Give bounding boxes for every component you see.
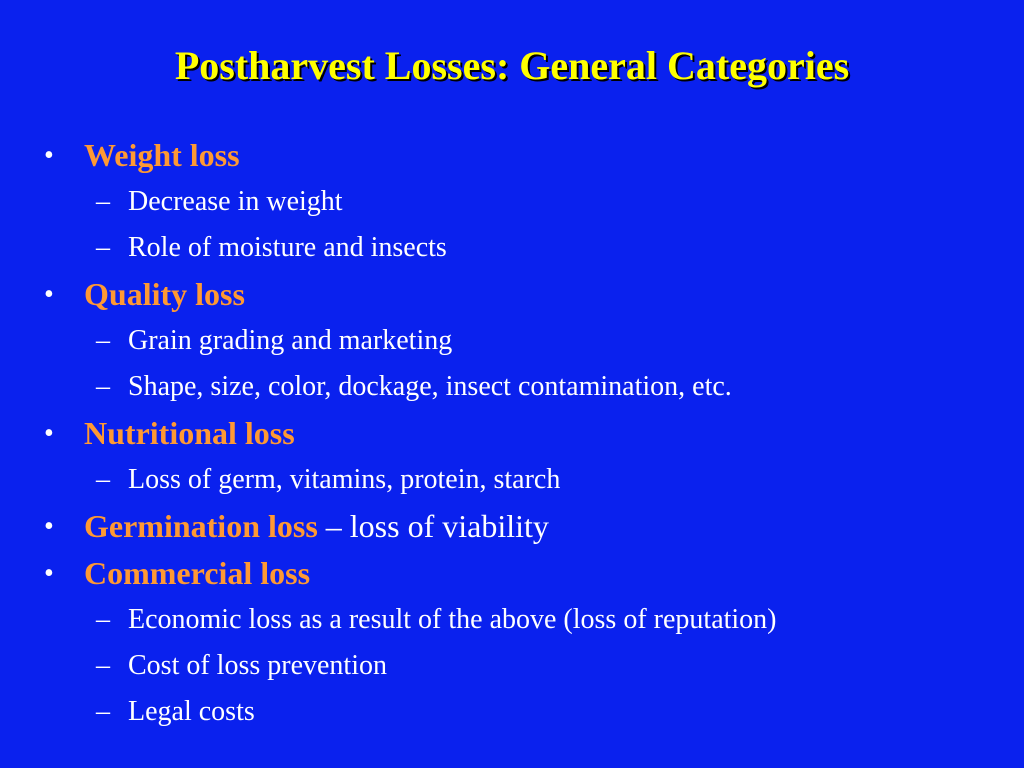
slide-title: Postharvest Losses: General Categories (174, 43, 850, 88)
bullet-item (0, 410, 1024, 457)
sub-bullet-item (0, 689, 1024, 735)
bullet-item (0, 503, 1024, 550)
sub-bullet-item (0, 597, 1024, 643)
sub-bullet-text: Legal costs (128, 696, 255, 727)
sub-bullet-text: Loss of germ, vitamins, protein, starch (128, 464, 561, 495)
bullet-item (0, 132, 1024, 179)
sub-bullet-dash: – (96, 325, 110, 356)
sub-bullet-text: Role of moisture and insects (128, 232, 447, 263)
sub-bullet-item (0, 643, 1024, 689)
bullet-heading: Nutritional loss (84, 415, 295, 451)
sub-bullet-dash: – (96, 186, 110, 217)
bullet-heading: Weight loss (84, 137, 240, 173)
bullet-dot: • (44, 511, 54, 542)
sub-bullet-item (0, 179, 1024, 225)
sub-bullet-text: Cost of loss prevention (128, 650, 387, 681)
sub-bullet-text: Economic loss as a result of the above (loss of reputation) (128, 604, 777, 635)
bullet-suffix: – loss of viability (317, 508, 549, 544)
sub-bullet-dash: – (96, 232, 110, 263)
sub-bullet-dash: – (96, 464, 110, 495)
bullet-dot: • (44, 418, 54, 449)
sub-bullet-dash: – (96, 604, 110, 635)
bullet-heading: Commercial loss (84, 555, 311, 591)
bullet-dot: • (44, 140, 54, 171)
sub-bullet-dash: – (96, 650, 110, 681)
sub-bullet-item (0, 225, 1024, 271)
bullet-item (0, 550, 1024, 597)
sub-bullet-text: Decrease in weight (128, 186, 343, 217)
bullet-dot: • (44, 558, 54, 589)
sub-bullet-item (0, 457, 1024, 503)
bullet-heading: Quality loss (84, 276, 245, 312)
bullet-dot: • (44, 279, 54, 310)
sub-bullet-item (0, 318, 1024, 364)
sub-bullet-dash: – (96, 371, 110, 402)
bullet-item (0, 271, 1024, 318)
sub-bullet-text: Shape, size, color, dockage, insect contamination, etc. (128, 371, 732, 402)
sub-bullet-item (0, 364, 1024, 410)
bullet-list (0, 132, 1024, 735)
bullet-heading: Germination loss (84, 508, 318, 544)
sub-bullet-text: Grain grading and marketing (128, 325, 453, 356)
sub-bullet-dash: – (96, 696, 110, 727)
